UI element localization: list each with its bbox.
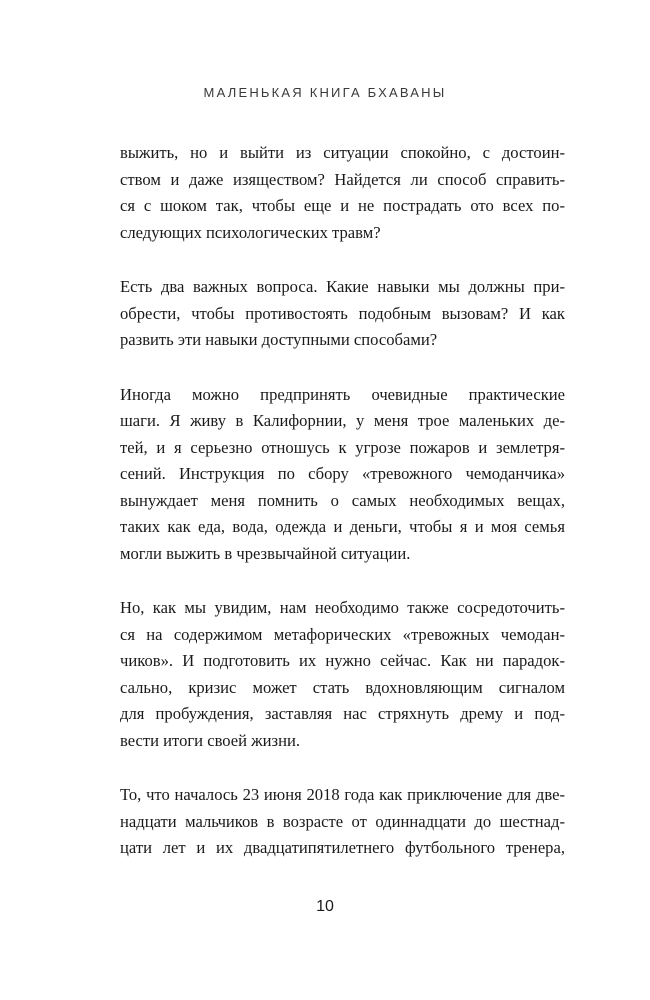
text-line: ством и даже изяществом? Найдется ли способ справить- [120,169,565,189]
text-line: могли выжить в чрезвычайной ситуации. [120,543,411,563]
text-line: обрести, чтобы противостоять подобным вызовам? И как [120,303,565,323]
text-line: для пробуждения, заставляя нас стряхнуть дрему и под- [120,704,565,723]
text-line: выжить, но и выйти из ситуации спокойно, с достоин- [120,143,565,162]
paragraph [120,382,565,568]
text-line: ся на содержимом метафорических «тревожных чемодан- [120,624,565,644]
text-line: цати лет и их двадцатипятилетнего футбольного тренера, [120,838,565,857]
paragraph [120,782,565,862]
text-line: развить эти навыки доступными способами? [120,330,438,349]
paragraph [120,595,565,754]
text-line: вынуждает меня помнить о самых необходимых вещах, [120,490,565,510]
text-line: Иногда можно предпринять очевидные практические [120,384,565,404]
text-line: шаги. Я живу в Калифорнии, у меня трое маленьких де- [120,411,565,430]
paragraph [120,274,565,354]
text-line: таких как еда, вода, одежда и деньги, чтобы я и моя семья [120,517,565,536]
page-number: 10 [316,898,334,915]
text-line: следующих психологических травм? [120,222,381,242]
paragraph [120,140,565,246]
running-header: МАЛЕНЬКАЯ КНИГА БХАВАНЫ [203,85,447,100]
text-line: Но, как мы увидим, нам необходимо также сосредоточить- [120,598,565,617]
text-line: чиков». И подготовить их нужно сейчас. Как ни парадок- [120,651,565,670]
body-text [120,140,565,890]
text-line: вести итоги своей жизни. [120,730,300,750]
text-line: То, что началось 23 июня 2018 года как приключение для две- [120,785,565,804]
text-line: сений. Инструкция по сбору «тревожного чемоданчика» [120,464,565,483]
text-line: сально, кризис может стать вдохновляющим сигналом [120,677,565,697]
text-line: ся с шоком так, чтобы еще и не пострадать ото всех по- [120,196,565,215]
text-line: Есть два важных вопроса. Какие навыки мы должны при- [120,277,565,296]
text-line: надцати мальчиков в возрасте от одиннадцати до шестнад- [120,811,565,831]
text-line: тей, и я серьезно отношусь к угрозе пожаров и землетря- [120,437,565,457]
